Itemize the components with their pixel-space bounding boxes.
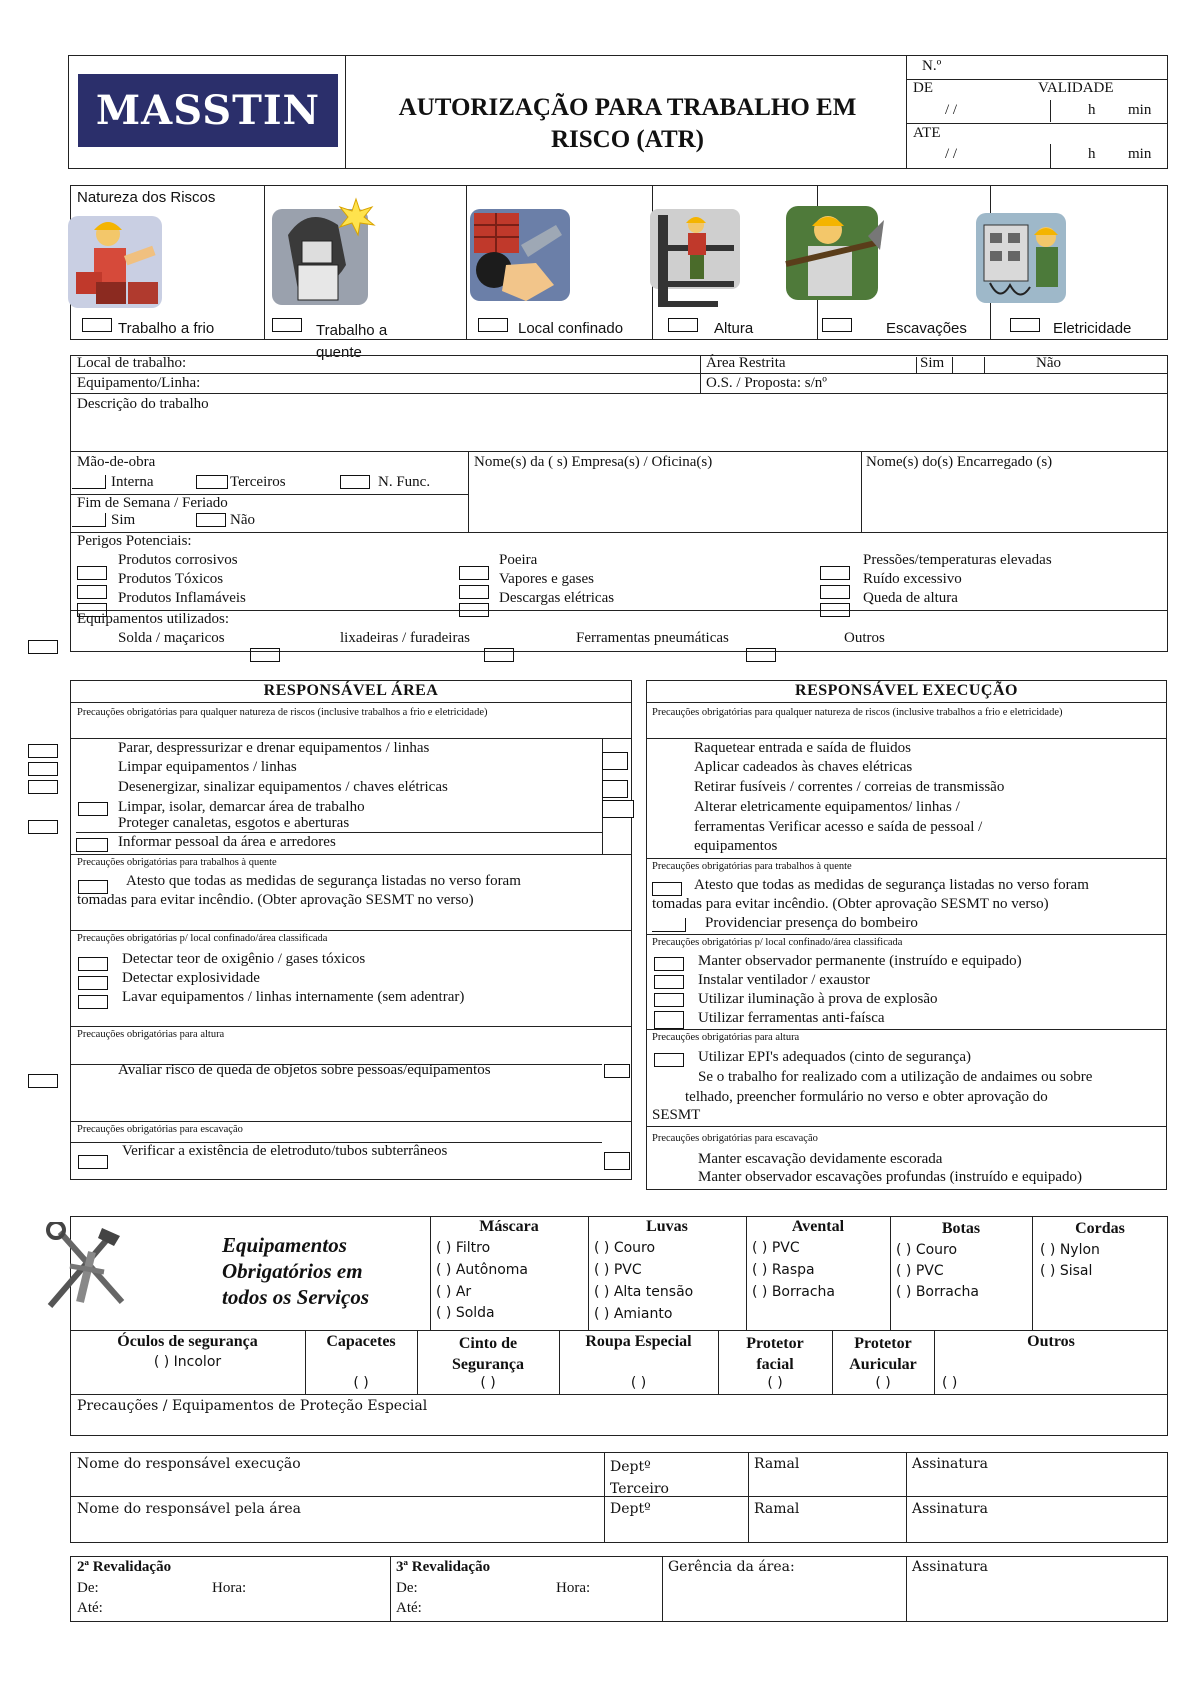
exec-conf-item-1: Manter observador permanente (instruído e equipado) [698,953,1022,969]
de-label: DE [913,80,933,96]
revalidacao-2-hora-label: Hora: [212,1580,247,1596]
botas-title: Botas [941,1220,981,1237]
luvas-couro-option[interactable]: ( ) Couro [594,1240,656,1256]
ramal-exec-label: Ramal [754,1456,800,1472]
perigos-title: Perigos Potenciais: [77,533,192,549]
dept-area-label: Deptº [610,1501,651,1517]
oculos-title: Óculos de segurança [117,1333,258,1350]
exec-geral-item-4: Alterar eletricamente equipamentos/ linhas / [694,799,960,815]
area-alt-box[interactable] [604,1064,630,1078]
risco-confinado-label: Local confinado [518,320,624,337]
exec-geral-item-3: Retirar fusíveis / correntes / correias de transmissão [694,779,1005,795]
area-esc-box[interactable] [604,1152,630,1170]
equip-lixadeiras-label: lixadeiras / furadeiras [340,630,470,646]
local-trabalho-label: Local de trabalho: [77,355,187,371]
risco-quente-label: Trabalho a quente [316,322,388,361]
luvas-alta-tensao-option[interactable]: ( ) Alta tensão [594,1284,694,1300]
protetor-auricular-title: Protetor Auricular [849,1335,917,1373]
area-conf-check-2[interactable] [78,976,108,990]
interna-checkbox[interactable] [72,475,106,489]
os-label: O.S. / Proposta: s/nº [706,375,827,391]
protetor-facial-title: Protetor facial [746,1335,804,1373]
cordas-title: Cordas [1075,1220,1125,1237]
exec-alt-line3: telhado, preencher formulário no verso e obter aprovação do [685,1089,1048,1105]
mascara-autonoma-option[interactable]: ( ) Autônoma [436,1262,528,1278]
logo-text: MASSTIN [95,87,321,134]
botas-borracha-option[interactable]: ( ) Borracha [896,1284,979,1300]
perigo-poeira-checkbox[interactable] [459,566,489,580]
perigo-ruido-checkbox[interactable] [820,585,850,599]
hot-work-icon [268,195,378,310]
area-geral-item-5: Proteger canaletas, esgotos e aberturas [118,815,350,831]
equip-outros-checkbox[interactable] [746,648,776,662]
area-alt-item: Avaliar risco de queda de objetos sobre pessoas/equipamentos [118,1062,491,1078]
nfunc-label: N. Func. [378,474,431,490]
risco-frio-checkbox[interactable] [82,318,112,332]
area-geral-check-1[interactable] [28,744,58,758]
exec-conf-check-3[interactable] [654,993,684,1007]
botas-couro-option[interactable]: ( ) Couro [896,1242,958,1258]
resp-exec-alt-header: Precauções obrigatórias para altura [652,1032,800,1043]
luvas-amianto-option[interactable]: ( ) Amianto [594,1306,673,1322]
ate-label: ATE [913,125,941,141]
exec-conf-check-4[interactable] [654,1011,684,1029]
fim-semana-sim-label: Sim [111,512,136,528]
revalidacao-2-ate-label: Até: [77,1600,103,1616]
excavation-icon [780,202,885,307]
perigo-vapores-label: Vapores e gases [499,571,594,587]
exec-geral-item-1: Raquetear entrada e saída de fluidos [694,740,911,756]
exec-esc-line2: Manter observador escavações profundas (instruído e equipado) [698,1169,1083,1185]
perigo-pressoes-label: Pressões/temperaturas elevadas [863,552,1052,568]
de-h-label: h [1088,102,1096,118]
risco-confinado-checkbox[interactable] [478,318,508,332]
revalidacao-2-de-label: De: [77,1580,99,1596]
perigo-poeira-label: Poeira [499,552,538,568]
exec-quente-line3: Providenciar presença do bombeiro [705,915,918,931]
area-conf-item-3: Lavar equipamentos / linhas internamente (sem adentrar) [122,989,465,1005]
numero-label: N.º [922,58,942,74]
risco-altura-checkbox[interactable] [668,318,698,332]
area-conf-item-1: Detectar teor de oxigênio / gases tóxicos [122,951,366,967]
gerencia-label: Gerência da área: [668,1559,795,1575]
perigo-descargas-checkbox[interactable] [459,603,489,617]
area-geral-item-6: Informar pessoal da área e arredores [118,834,336,850]
ate-min-label: min [1128,146,1152,162]
ate-h-label: h [1088,146,1096,162]
equipamento-label: Equipamento/Linha: [77,375,201,391]
perigo-vapores-checkbox[interactable] [459,585,489,599]
capacetes-title: Capacetes [326,1333,396,1350]
area-geral-item-3: Desenergizar, sinalizar equipamentos / chaves elétricas [118,779,448,795]
avental-raspa-option[interactable]: ( ) Raspa [752,1262,815,1278]
area-geral-item-2: Limpar equipamentos / linhas [118,759,297,775]
perigo-corrosivos-checkbox[interactable] [77,566,107,580]
area-esc-checkbox[interactable] [78,1155,108,1169]
exec-quente-checkbox[interactable] [652,882,682,896]
mascara-solda-option[interactable]: ( ) Solda [436,1305,495,1321]
equip-lixadeiras-checkbox[interactable] [250,648,280,662]
perigo-toxicos-checkbox[interactable] [77,585,107,599]
risco-frio-label: Trabalho a frio [118,320,215,337]
mascara-filtro-option[interactable]: ( ) Filtro [436,1240,491,1256]
botas-pvc-option[interactable]: ( ) PVC [896,1263,944,1279]
cold-work-icon [66,212,166,312]
avental-title: Avental [791,1218,845,1235]
exec-alt-checkbox[interactable] [654,1053,684,1067]
outros-option[interactable]: ( ) [942,1375,958,1391]
equip-pneumaticas-label: Ferramentas pneumáticas [576,630,729,646]
fim-semana-label: Fim de Semana / Feriado [77,495,228,511]
exec-geral-item-2: Aplicar cadeados às chaves elétricas [694,759,913,775]
avental-borracha-option[interactable]: ( ) Borracha [752,1284,835,1300]
area-conf-item-2: Detectar explosividade [122,970,260,986]
risco-eletricidade-label: Eletricidade [1053,320,1132,337]
tools-icon [40,1222,140,1312]
masstin-logo [78,74,338,147]
luvas-pvc-option[interactable]: ( ) PVC [594,1262,642,1278]
avental-pvc-option[interactable]: ( ) PVC [752,1240,800,1256]
capacetes-option[interactable]: ( ) [353,1375,369,1391]
risco-eletricidade-checkbox[interactable] [1010,318,1040,332]
perigo-toxicos-label: Produtos Tóxicos [118,571,224,587]
descricao-label: Descrição do trabalho [77,396,209,412]
form-title: AUTORIZAÇÃO PARA TRABALHO EM RISCO (ATR) [398,94,857,153]
dept-exec-label: Deptº Terceiro [610,1459,669,1497]
luvas-title: Luvas [646,1218,688,1235]
equip-outros-label: Outros [844,630,885,646]
resp-area-alt-header: Precauções obrigatórias para altura [77,1029,225,1040]
oculos-incolor-option[interactable]: ( ) Incolor [153,1354,222,1370]
area-geral-check-2[interactable] [28,762,58,776]
revalidacao-3-hora-label: Hora: [556,1580,591,1596]
cinto-option[interactable]: ( ) [480,1375,496,1391]
protetor-facial-option[interactable]: ( ) [767,1375,783,1391]
confined-space-icon [466,205,576,305]
exec-bombeiro-checkbox[interactable] [652,918,686,932]
area-quente-line1: Atesto que todas as medidas de segurança listadas no verso foram [126,873,521,889]
validade-label: VALIDADE [1038,80,1114,96]
area-geral-box-b[interactable] [602,780,628,798]
equip-pneumaticas-checkbox[interactable] [484,648,514,662]
exec-alt-line2: Se o trabalho for realizado com a utilização de andaimes ou sobre [698,1069,1093,1085]
area-alt-checkbox[interactable] [28,1074,58,1088]
de-date-field[interactable]: / / [945,102,958,118]
equip-solda-label: Solda / maçaricos [118,630,225,646]
perigo-inflamaveis-label: Produtos Inflamáveis [118,590,246,606]
nome-exec-label: Nome do responsável execução [77,1456,301,1472]
nfunc-checkbox[interactable] [340,475,370,489]
exec-conf-check-1[interactable] [654,957,684,971]
exec-quente-line2: tomadas para evitar incêndio. (Obter aprovação SESMT no verso) [652,896,1049,912]
roupa-option[interactable]: ( ) [630,1375,647,1391]
ramal-area-label: Ramal [754,1501,800,1517]
exec-alt-line1: Utilizar EPI's adequados (cinto de segurança) [698,1049,972,1065]
area-geral-item-1: Parar, despressurizar e drenar equipamentos / linhas [118,740,430,756]
exec-quente-line1: Atesto que todas as medidas de segurança listadas no verso foram [694,877,1089,893]
perigo-ruido-label: Ruído excessivo [863,571,962,587]
area-restrita-sim-option[interactable]: Sim [920,355,945,371]
exec-geral-item-5: ferramentas Verificar acesso e saída de pessoal / [694,819,983,835]
perigo-queda-label: Queda de altura [863,590,958,606]
revalidacao-2-title: 2ª Revalidação [77,1559,172,1575]
assinatura-exec-label: Assinatura [912,1456,989,1472]
area-quente-line2: tomadas para evitar incêndio. (Obter aprovação SESMT no verso) [77,892,474,908]
exec-conf-item-4: Utilizar ferramentas anti-faísca [698,1010,885,1026]
cordas-sisal-option[interactable]: ( ) Sisal [1040,1263,1093,1279]
terceiros-checkbox[interactable] [196,475,228,489]
epi-title: Equipamentos Obrigatórios em todos os Serviços [222,1233,369,1309]
resp-area-geral-header: Precauções obrigatórias para qualquer natureza de riscos (inclusive trabalhos a frio e eletricidade) [77,707,488,718]
area-geral-check-5[interactable] [28,820,58,834]
ate-date-field[interactable]: / / [945,146,958,162]
equip-solda-checkbox[interactable] [28,640,58,654]
outros-title: Outros [1027,1333,1075,1350]
height-work-icon [644,205,744,315]
area-geral-check-6[interactable] [76,838,108,852]
perigo-queda-checkbox[interactable] [820,603,850,617]
assinatura-area-label: Assinatura [912,1501,989,1517]
perigo-corrosivos-label: Produtos corrosivos [118,552,238,568]
exec-conf-item-2: Instalar ventilador / exaustor [698,972,871,988]
mao-obra-label: Mão-de-obra [77,454,156,470]
mascara-ar-option[interactable]: ( ) Ar [436,1284,472,1300]
roupa-title: Roupa Especial [585,1333,692,1350]
risco-quente-checkbox[interactable] [272,318,302,332]
fim-semana-nao-checkbox[interactable] [196,513,226,527]
revalidacao-3-de-label: De: [396,1580,418,1596]
resp-area-conf-header: Precauções obrigatórias p/ local confinado/área classificada [77,933,328,944]
exec-conf-check-2[interactable] [654,975,684,989]
resp-exec-geral-header: Precauções obrigatórias para qualquer natureza de riscos (inclusive trabalhos a frio e eletricidade) [652,707,1063,718]
electricity-icon [970,205,1070,310]
area-geral-check-3[interactable] [28,780,58,794]
empresa-label: Nome(s) da ( s) Empresa(s) / Oficina(s) [474,454,713,470]
revalidacao-3-ate-label: Até: [396,1600,422,1616]
revalidacao-3-title: 3ª Revalidação [396,1559,491,1575]
fim-semana-sim-checkbox[interactable] [72,513,106,527]
de-min-label: min [1128,102,1152,118]
revalidacao-assinatura-label: Assinatura [912,1559,989,1575]
area-esc-item: Verificar a existência de eletroduto/tubos subterrâneos [122,1143,448,1159]
interna-label: Interna [111,474,154,490]
resp-exec-title: RESPONSÁVEL EXECUÇÃO [795,682,1018,699]
cinto-title: Cinto de Segurança [452,1335,524,1373]
terceiros-label: Terceiros [230,474,286,490]
perigo-pressoes-checkbox[interactable] [820,566,850,580]
exec-esc-line1: Manter escavação devidamente escorada [698,1151,943,1167]
encarregado-label: Nome(s) do(s) Encarregado (s) [866,454,1053,470]
resp-exec-conf-header: Precauções obrigatórias p/ local confinado/área classificada [652,937,903,948]
area-geral-box-a[interactable] [602,752,628,770]
resp-area-title: RESPONSÁVEL ÁREA [263,682,439,699]
resp-exec-quente-header: Precauções obrigatórias para trabalhos à quente [652,861,852,872]
risco-altura-label: Altura [714,320,754,337]
area-geral-check-4[interactable] [78,802,108,816]
nome-area-label: Nome do responsável pela área [77,1501,301,1517]
riscos-title: Natureza dos Riscos [77,189,216,206]
area-restrita-nao-option[interactable]: Não [1036,355,1061,371]
equipamentos-utilizados-title: Equipamentos utilizados: [77,611,230,627]
perigo-descargas-label: Descargas elétricas [499,590,615,606]
risco-escavacoes-label: Escavações [886,320,967,337]
resp-area-quente-header: Precauções obrigatórias para trabalhos à quente [77,857,277,868]
area-conf-check-3[interactable] [78,995,108,1009]
info-box [70,355,1168,652]
area-restrita-label: Área Restrita [706,355,786,371]
protecao-especial-label: Precauções / Equipamentos de Proteção Especial [77,1398,428,1414]
resp-area-esc-header: Precauções obrigatórias para escavação [77,1124,243,1135]
exec-conf-item-3: Utilizar iluminação à prova de explosão [698,991,938,1007]
area-geral-item-4: Limpar, isolar, demarcar área de trabalho [118,799,365,815]
area-geral-box-c[interactable] [602,800,634,818]
exec-geral-item-6: equipamentos [694,838,778,854]
exec-alt-line4: SESMT [652,1107,701,1123]
risco-escavacoes-checkbox[interactable] [822,318,852,332]
fim-semana-nao-label: Não [230,512,255,528]
protetor-auricular-option[interactable]: ( ) [875,1375,891,1391]
resp-exec-esc-header: Precauções obrigatórias para escavação [652,1133,818,1144]
cordas-nylon-option[interactable]: ( ) Nylon [1040,1242,1100,1258]
mascara-title: Máscara [479,1218,539,1235]
area-conf-check-1[interactable] [78,957,108,971]
